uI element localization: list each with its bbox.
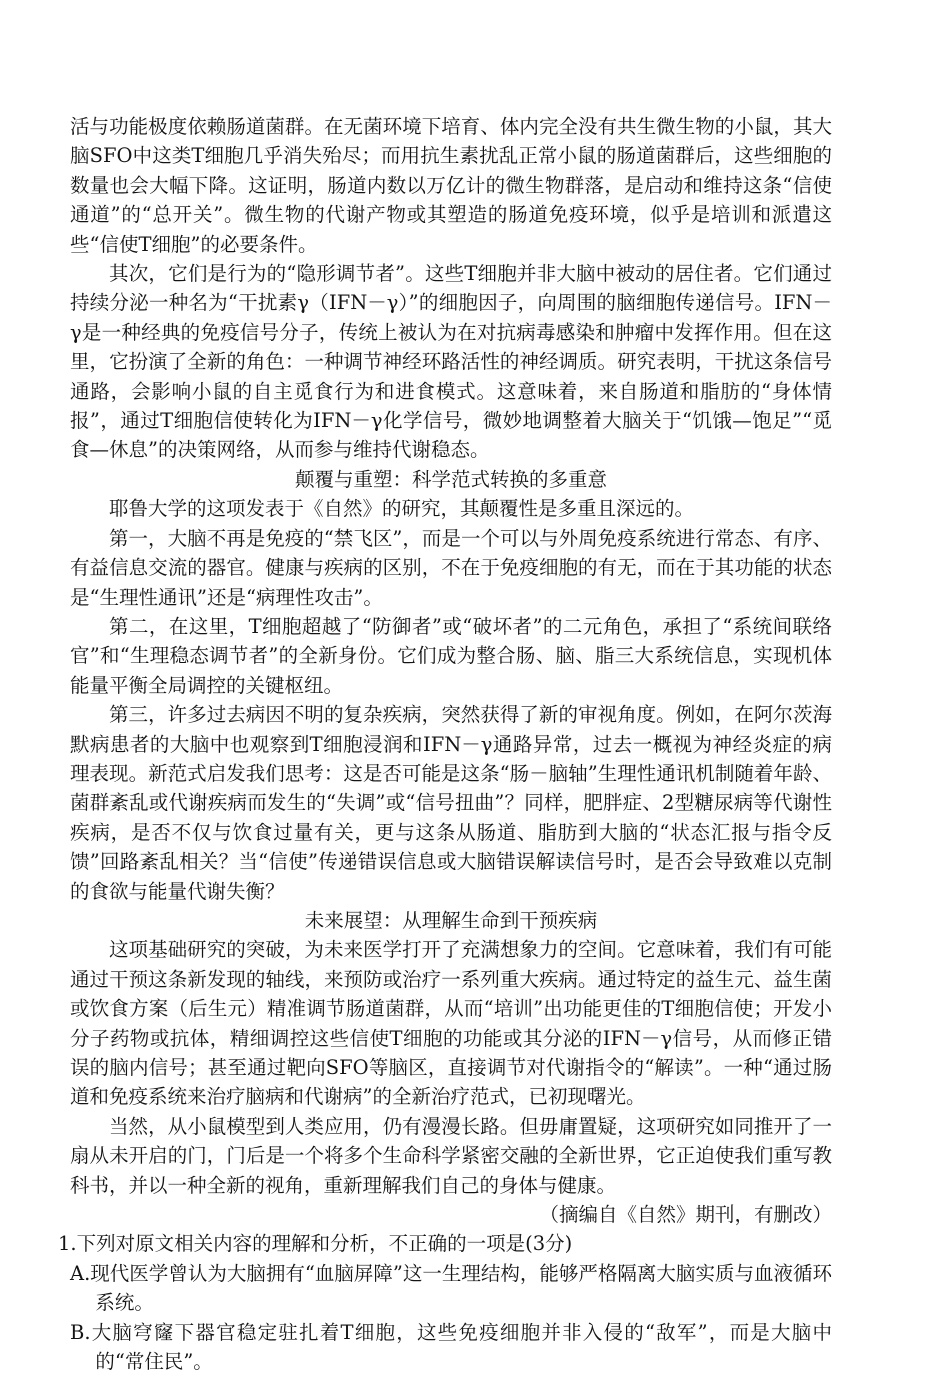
article-paragraph: 第三，许多过去病因不明的复杂疾病，突然获得了新的审视角度。例如，在阿尔茨海默病患者的大脑中也观察到T细胞浸润和IFN－γ通路异常，过去一概视为神经炎症的病理表现。新范式启发我们思考：这是否可能是这条“肠－脑轴”生理性通讯机制随着年龄、菌群紊乱或代谢疾病而发生的“失调”或“信号扭曲”？同样，肥胖症、2型糖尿病等代谢性疾病，是否不仅与饮食过量有关，更与这条从肠道、脂肪到大脑的“状态汇报与指令反馈”回路紊乱相关？当“信使”传递错误信息或大脑错误解读信号时，是否会导致难以克制的食欲与能量代谢失衡？	[70, 703, 832, 903]
source-citation: （摘编自《自然》期刊，有删改）	[539, 1203, 832, 1227]
section-heading: 颠覆与重塑：科学范式转换的多重意	[294, 467, 607, 491]
answer-option-a: A.现代医学曾认为大脑拥有“血脑屏障”这一生理结构，能够严格隔离大脑实质与血液循环系统。	[70, 1261, 832, 1315]
article-paragraph: 当然，从小鼠模型到人类应用，仍有漫漫长路。但毋庸置疑，这项研究如同推开了一扇从未开启的门，门后是一个将多个生命科学紧密交融的全新世界，它正迫使我们重写教科书，并以一种全新的视角，重新理解我们自己的身体与健康。	[70, 1114, 832, 1197]
answer-option-b: B.大脑穹窿下器官稳定驻扎着T细胞，这些免疫细胞并非入侵的“敌军”，而是大脑中的“常住民”。	[70, 1320, 832, 1374]
article-paragraph: 其次，它们是行为的“隐形调节者”。这些T细胞并非大脑中被动的居住者。它们通过持续分泌一种名为“干扰素γ（IFN－γ）”的细胞因子，向周围的脑细胞传递信号。IFN－γ是一种经典的免疫信号分子，传统上被认为在对抗病毒感染和肿瘤中发挥作用。但在这里，它扮演了全新的角色：一种调节神经环路活性的神经调质。研究表明，干扰这条信号通路，会影响小鼠的自主觅食行为和进食模式。这意味着，来自肠道和脂肪的“身体情报”，通过T细胞信使转化为IFN－γ化学信号，微妙地调整着大脑关于“饥饿—饱足”“觅食—休息”的决策网络，从而参与维持代谢稳态。	[70, 262, 832, 462]
article-paragraph: 第二，在这里，T细胞超越了“防御者”或“破坏者”的二元角色，承担了“系统间联络官”和“生理稳态调节者”的全新身份。它们成为整合肠、脑、脂三大系统信息，实现机体能量平衡全局调控的关键枢纽。	[70, 614, 832, 697]
article-paragraph: 这项基础研究的突破，为未来医学打开了充满想象力的空间。它意味着，我们有可能通过干预这条新发现的轴线，来预防或治疗一系列重大疾病。通过特定的益生元、益生菌或饮食方案（后生元）精准调节肠道菌群，从而“培训”出功能更佳的T细胞信使；开发小分子药物或抗体，精细调控这些信使T细胞的功能或其分泌的IFN－γ信号，从而修正错误的脑内信号；甚至通过靶向SFO等脑区，直接调节对代谢指令的“解读”。一种“通过肠道和免疫系统来治疗脑病和代谢病”的全新治疗范式，已初现曙光。	[70, 938, 832, 1109]
section-heading: 未来展望：从理解生命到干预疾病	[304, 908, 598, 932]
article-paragraph: 耶鲁大学的这项发表于《自然》的研究，其颠覆性是多重且深远的。	[109, 497, 695, 521]
article-paragraph: 活与功能极度依赖肠道菌群。在无菌环境下培育、体内完全没有共生微生物的小鼠，其大脑SFO中这类T细胞几乎消失殆尽；而用抗生素扰乱正常小鼠的肠道菌群后，这些细胞的数量也会大幅下降。这证明，肠道内数以万亿计的微生物群落，是启动和维持这条“信使通道”的“总开关”。微生物的代谢产物或其塑造的肠道免疫环境，似乎是培训和派遣这些“信使T细胞”的必要条件。	[70, 115, 832, 256]
question-stem: 1.下列对原文相关内容的理解和分析，不正确的一项是(3分)	[58, 1232, 573, 1256]
article-paragraph: 第一，大脑不再是免疫的“禁飞区”，而是一个可以与外周免疫系统进行常态、有序、有益信息交流的器官。健康与疾病的区别，不在于免疫细胞的有无，而在于其功能的状态是“生理性通讯”还是“病理性攻击”。	[70, 526, 832, 609]
